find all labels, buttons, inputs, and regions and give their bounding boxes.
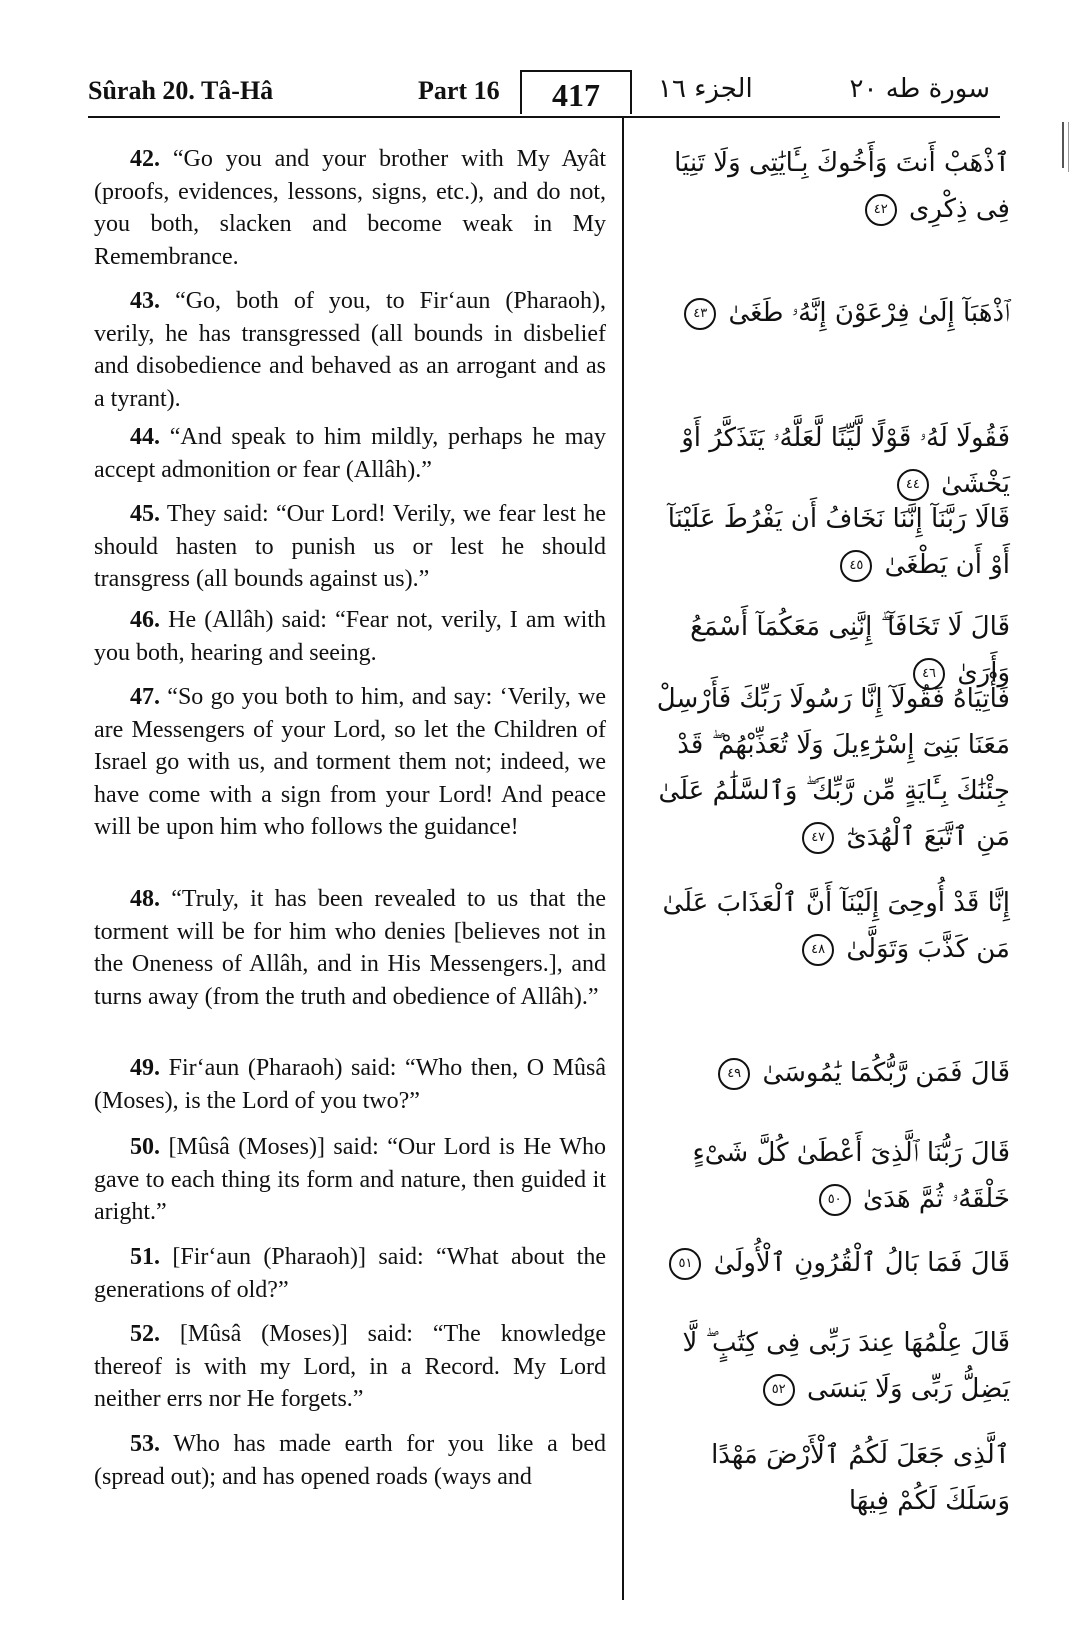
verse-text: “And speak to him mildly, perhaps he may accept admonition or fear (Allâh).”: [94, 424, 607, 483]
verse-end-marker: ٤٨: [802, 934, 834, 966]
verse-arabic: [640, 496, 1010, 588]
arabic-text: قَالَا رَبَّنَآ إِنَّنَا نَخَافُ أَن يَفْرُطَ عَلَيْنَآ أَوْ أَن يَطْغَىٰ: [667, 504, 1010, 580]
verse-end-marker: ٤٦: [913, 658, 945, 690]
verse-arabic: [640, 676, 1010, 860]
verse-text: [Mûsâ (Moses)] said: “The knowledge thereof is with my Lord, in a Record. My Lord neither errs nor He forgets.”: [94, 1321, 606, 1412]
verse-translation: [94, 681, 606, 844]
verse-translation: [94, 1131, 606, 1229]
verse-number: 45.: [130, 501, 160, 527]
verse-end-marker: ٤٢: [865, 194, 897, 226]
verse-text: “Go you and your brother with My Ayât (proofs, evidences, lessons, signs, etc.), and do not, you both, slacken and become weak in My Remembrance.: [94, 146, 606, 270]
verse-translation: [94, 604, 606, 669]
verse-text: “So go you both to him, and say: ‘Verily, we are Messengers of your Lord, so let the Children of Israel go with us, and torment them not; indeed, we have come with a sign from your Lord! And peace will be upon him who follows the guidance!: [94, 684, 606, 840]
verse-translation: [94, 1428, 606, 1493]
verse-number: 51.: [130, 1244, 160, 1270]
arabic-text: قَالَ فَمَن رَّبُّكُمَا يَٰمُوسَىٰ: [762, 1058, 1010, 1088]
arabic-text: قَالَ فَمَا بَالُ ٱلْقُرُونِ ٱلْأُولَىٰ: [713, 1248, 1010, 1278]
arabic-text: فَقُولَا لَهُۥ قَوْلًا لَّيِّنًا لَّعَلَّهُۥ يَتَذَكَّرُ أَوْ يَخْشَىٰ: [681, 423, 1010, 499]
arabic-text: إِنَّا قَدْ أُوحِىَ إِلَيْنَآ أَنَّ ٱلْعَذَابَ عَلَىٰ مَن كَذَّبَ وَتَوَلَّىٰ: [662, 888, 1010, 964]
arabic-text: قَالَ لَا تَخَافَآ ۖ إِنَّنِى مَعَكُمَآ أَسْمَعُ وَأَرَىٰ: [690, 612, 1010, 688]
verse-arabic: [640, 1320, 1010, 1412]
verse-end-marker: ٤٩: [718, 1058, 750, 1090]
arabic-text: قَالَ عِلْمُهَا عِندَ رَبِّى فِى كِتَٰبٍ ۖ لَّا يَضِلُّ رَبِّى وَلَا يَنسَى: [682, 1328, 1010, 1404]
verse-arabic: [640, 1240, 1010, 1286]
verse-translation: [94, 143, 606, 273]
verse-arabic: [640, 1432, 1010, 1524]
verse-text: Fir‘aun (Pharaoh) said: “Who then, O Mûsâ (Moses), is the Lord of you two?”: [94, 1055, 607, 1114]
verse-number: 50.: [130, 1134, 160, 1160]
verse-end-marker: ٤٧: [802, 822, 834, 854]
scan-edge-mark: [1062, 122, 1064, 168]
verse-number: 42.: [130, 146, 160, 172]
page-number: 417: [520, 70, 632, 114]
verse-arabic: [640, 1130, 1010, 1222]
verse-number: 48.: [130, 886, 160, 912]
verse-translation: [94, 421, 606, 486]
part-label-ar: الجزء ١٦: [658, 74, 753, 104]
scan-edge-mark: [1068, 122, 1069, 172]
page-header: [88, 68, 1000, 116]
verse-arabic: [640, 415, 1010, 507]
verse-text: He (Allâh) said: “Fear not, verily, I am with you both, hearing and seeing.: [94, 607, 607, 666]
verse-text: [Fir‘aun (Pharaoh)] said: “What about the generations of old?”: [94, 1244, 607, 1303]
surah-title-ar: سورة طه ٢٠: [849, 74, 990, 104]
verse-number: 52.: [130, 1321, 160, 1347]
verse-text: “Truly, it has been revealed to us that the torment will be for him who denies [believes not in the Oneness of Allâh, and in His Messengers.], and turns away (from the truth and obedience of Allâh).”: [94, 886, 606, 1010]
verse-end-marker: ٥٠: [819, 1184, 851, 1216]
arabic-text: ٱذْهَبْ أَنتَ وَأَخُوكَ بِـَٔايَٰتِى وَلَا تَنِيَا فِى ذِكْرِى: [674, 148, 1010, 224]
verse-translation: [94, 285, 606, 415]
column-divider: [622, 118, 624, 1600]
arabic-text: ٱلَّذِى جَعَلَ لَكُمُ ٱلْأَرْضَ مَهْدًا وَسَلَكَ لَكُمْ فِيهَا: [711, 1440, 1010, 1516]
verse-arabic: [640, 880, 1010, 972]
verse-number: 53.: [130, 1431, 160, 1457]
verse-text: They said: “Our Lord! Verily, we fear lest he should hasten to punish us or lest he should transgress (all bounds against us).”: [94, 501, 606, 592]
verse-arabic: [640, 1050, 1010, 1096]
verse-number: 47.: [130, 684, 160, 710]
verse-arabic: [640, 140, 1010, 232]
arabic-text: ٱذْهَبَآ إِلَىٰ فِرْعَوْنَ إِنَّهُۥ طَغَىٰ: [728, 298, 1010, 328]
arabic-text: فَأْتِيَاهُ فَقُولَآ إِنَّا رَسُولَا رَبِّكَ فَأَرْسِلْ مَعَنَا بَنِىٓ إِسْرَٰٓءِيلَ وَلَا تُعَذِّبْهُمْ ۖ قَدْ جِئْنَٰكَ بِـَٔايَةٍ مِّن رَّبِّكَ ۖ وَٱلسَّلَٰمُ عَلَىٰ مَنِ ٱتَّبَعَ ٱلْهُدَىٰٓ: [656, 684, 1010, 852]
verse-text: [Mûsâ (Moses)] said: “Our Lord is He Who gave to each thing its form and nature, then guided it aright.”: [94, 1134, 607, 1225]
verse-number: 49.: [130, 1055, 160, 1081]
verse-number: 46.: [130, 607, 160, 633]
verse-translation: [94, 498, 606, 596]
arabic-text: قَالَ رَبُّنَا ٱلَّذِىٓ أَعْطَىٰ كُلَّ شَىْءٍ خَلْقَهُۥ ثُمَّ هَدَىٰ: [692, 1138, 1010, 1214]
verse-text: “Go, both of you, to Fir‘aun (Pharaoh), verily, he has transgressed (all bounds in disbelief and disobedience and behaved as an arrogant and as a tyrant).: [94, 288, 607, 412]
surah-title-en: Sûrah 20. Tâ-Hâ: [88, 76, 274, 105]
verse-end-marker: ٥١: [669, 1248, 701, 1280]
verse-text: Who has made earth for you like a bed (spread out); and has opened roads (ways and: [94, 1431, 606, 1490]
verse-translation: [94, 1318, 606, 1416]
verse-end-marker: ٤٥: [840, 550, 872, 582]
verse-number: 44.: [130, 424, 160, 450]
verse-end-marker: ٥٢: [763, 1374, 795, 1406]
verse-translation: [94, 883, 606, 1013]
header-rule: [88, 116, 1000, 118]
verse-number: 43.: [130, 288, 160, 314]
verse-end-marker: ٤٣: [684, 298, 716, 330]
verse-translation: [94, 1052, 606, 1117]
verse-translation: [94, 1241, 606, 1306]
verse-end-marker: ٤٤: [897, 469, 929, 501]
verse-arabic: [640, 290, 1010, 336]
part-label-en: Part 16: [418, 76, 500, 105]
